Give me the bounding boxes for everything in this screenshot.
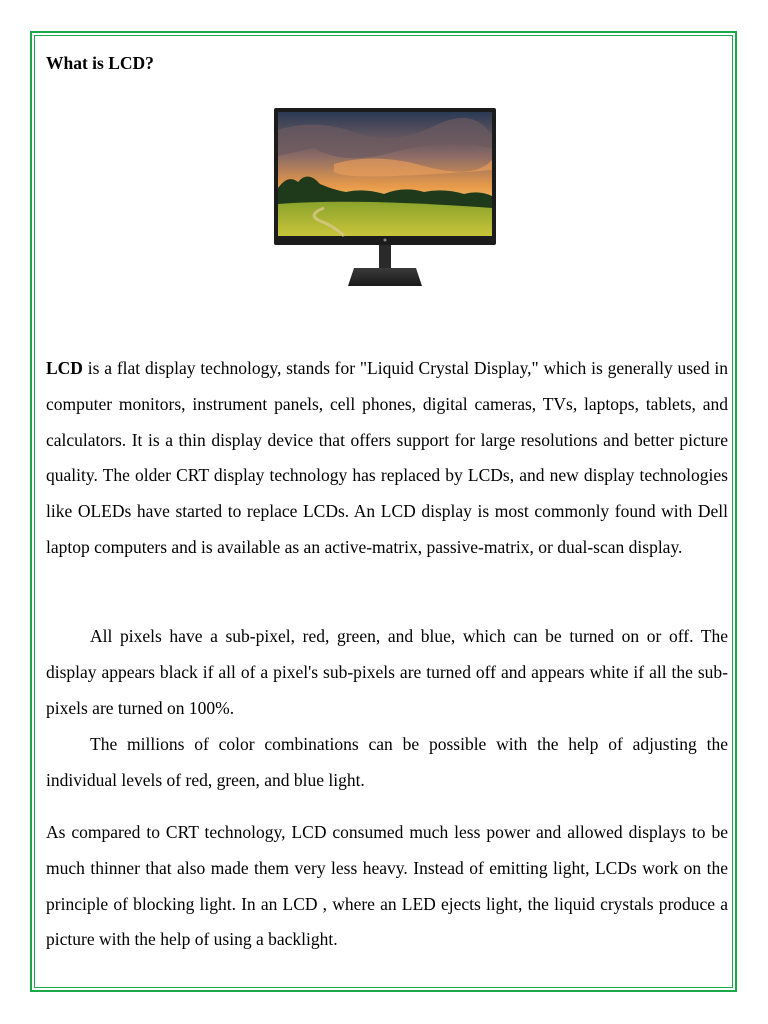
paragraph-comparison: As compared to CRT technology, LCD consumed much less power and allowed displays to be much thinner that also made them very less heavy. Instead of emitting light, LCDs work on the principle of blocking light. In an LCD , where an LED ejects light, the liquid crystals produce a picture with the help of using a backlight. <box>46 822 728 950</box>
paragraph-intro <box>46 351 728 566</box>
paragraph-intro-text: is a flat display technology, stands for "Liquid Crystal Display," which is generally used in computer monitors, instrument panels, cell phones, digital cameras, TVs, laptops, tablets, and calculators. It is a thin display device that offers support for large resolutions and better picture quality. The older CRT display technology has replaced by LCDs, and new display technologies like OLEDs have started to replace LCDs. An LCD display is most commonly found with Dell laptop computers and is available as an active-matrix, passive-matrix, or dual-scan display. <box>46 358 728 557</box>
lcd-monitor-icon <box>274 108 496 288</box>
term-lcd: LCD <box>46 358 83 378</box>
page-title: What is LCD? <box>46 53 154 73</box>
paragraph-subpixels: All pixels have a sub-pixel, red, green, and blue, which can be turned on or off. The display appears black if all of a pixel's sub-pixels are turned off and appears white if all the sub-pixels are turned on 100%. <box>46 626 728 718</box>
paragraph-color-combinations: The millions of color combinations can be possible with the help of adjusting the individual levels of red, green, and blue light. <box>46 734 728 790</box>
